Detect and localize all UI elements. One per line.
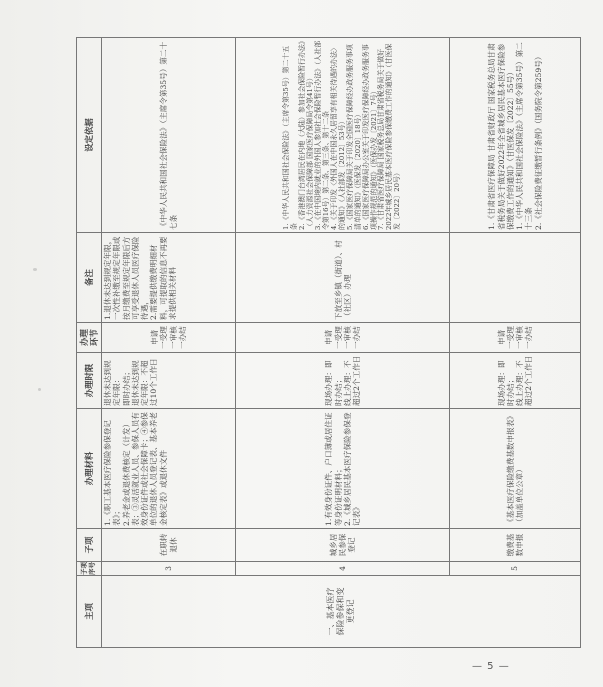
sub-item-name: 缴费基数申报 xyxy=(450,529,581,562)
paper-smudge-mark xyxy=(38,388,41,391)
basis-cell: 1.《甘肃省医疗保障局 甘肃省财政厅 国家税务总局甘肃省税务局关于做好2022年全省城乡居民基本医疗保险参保缴费工作的通知》（甘医保发〔2022〕55号） 1.《中华人民共和国社会保险法》（主席令第35号）第二十三条 2.《社会保险费征缴暂行条例》（国务院令第259号） xyxy=(450,38,581,233)
row-number: 4 xyxy=(236,562,450,576)
header-sub-item: 子项 xyxy=(77,529,102,562)
remarks-cell-empty xyxy=(450,233,581,323)
table-row xyxy=(102,38,236,648)
table-header-row xyxy=(77,38,102,648)
row-number: 3 xyxy=(102,562,236,576)
service-items-table xyxy=(76,37,581,648)
rotated-table-page xyxy=(76,38,581,648)
materials-cell: 1.有效身份证件、户口簿或居住证等身份证明材料； 2.《城乡居民基本医疗保险参保登记表》 xyxy=(236,409,450,529)
materials-cell: 《基本医疗保险缴费基数申报表》（加盖单位公章） xyxy=(450,409,581,529)
header-basis: 设定依据 xyxy=(77,38,102,233)
remarks-cell: 下放至乡镇（街道）、村（社区）办理 xyxy=(236,233,450,323)
sub-item-name: 城乡居民参保登记 xyxy=(236,529,450,562)
time-limit-cell: 现场办理：即时办结； 线上办理：不超过2个工作日 xyxy=(450,353,581,409)
header-time-limit: 办理时限 xyxy=(77,353,102,409)
page-number: — 5 — xyxy=(472,661,510,672)
row-number: 5 xyxy=(450,562,581,576)
materials-cell: 1.《职工基本医疗保险参保登记表》； 2.养老金或退休费核定（计发）表；③灵活就业人员、参保人员有效身份证件或社会保障卡；④参保单位的退休人员登记表、基本养老金核定表》或退休文件 xyxy=(102,409,236,529)
time-limit-cell: 退休未达到规定年限： 即时办结； 退休未达到规定年限：不超过10个工作日 xyxy=(102,353,236,409)
header-sub-number: 子项序号 xyxy=(77,562,102,576)
main-item-cell: 一、基本医疗保险参保和变更登记 xyxy=(102,576,581,648)
table-row xyxy=(236,38,450,648)
paper-smudge-mark xyxy=(33,268,37,271)
basis-cell: 1.《中华人民共和国社会保险法》（主席令第35号）第二十五条 2.《香港澳门台湾居民在内地（大陆）参加社会保险暂行办法》（人力资源社会保障部 国家医疗保障局令第41号） 3.《在中国境内就业的外国人参加社会保险暂行办法》（人社部令第16号）第二条、第三条、第十二条 4.《关于印发〈外国人在中国永久居留享有相关待遇的办法〉的通知》（人社部发〔2012〕53号） 5.《国家医疗保障局关于印发全国医疗保障经办政务服务事项清单的通知》（医保发〔2020〕18号） 6.《国家医疗保障局办公室关于印发医疗保障经办政务服务事项操作规范的通知》（医保办发〔2021〕7号） 7.《甘肃省医疗保障局 国家税务总局甘肃省税务局关于做好2022年城乡居民基本医疗保险参保缴费工作的通知》（甘医保发〔2022〕20号） xyxy=(236,38,450,233)
steps-cell: 申请 一受理 一审核 一办结 xyxy=(450,323,581,353)
steps-cell: 申请 一受理 一审核 一办结 xyxy=(102,323,236,353)
table-row xyxy=(450,38,581,648)
time-limit-cell: 现场办理：即时办结； 线上办理：不超过2个工作日 xyxy=(236,353,450,409)
remarks-cell: 1.退休未达到规定年限，一次性补缴至规定年限或按月缴费至规定年限后方可享受退休人员医疗保险待遇， 2.需要提供缴费明细材料，可提取的信息不再要求提供相关材料 xyxy=(102,233,236,323)
header-materials: 办理材料 xyxy=(77,409,102,529)
header-remarks: 备注 xyxy=(77,233,102,323)
basis-cell: 《中华人民共和国社会保险法》（主席令第35号）第二十七条 xyxy=(102,38,236,233)
header-main-item: 主项 xyxy=(77,576,102,648)
header-steps: 办理环节 xyxy=(77,323,102,353)
sub-item-name: 在职转退休 xyxy=(102,529,236,562)
steps-cell: 申请 一受理 一审核 一办结 xyxy=(236,323,450,353)
